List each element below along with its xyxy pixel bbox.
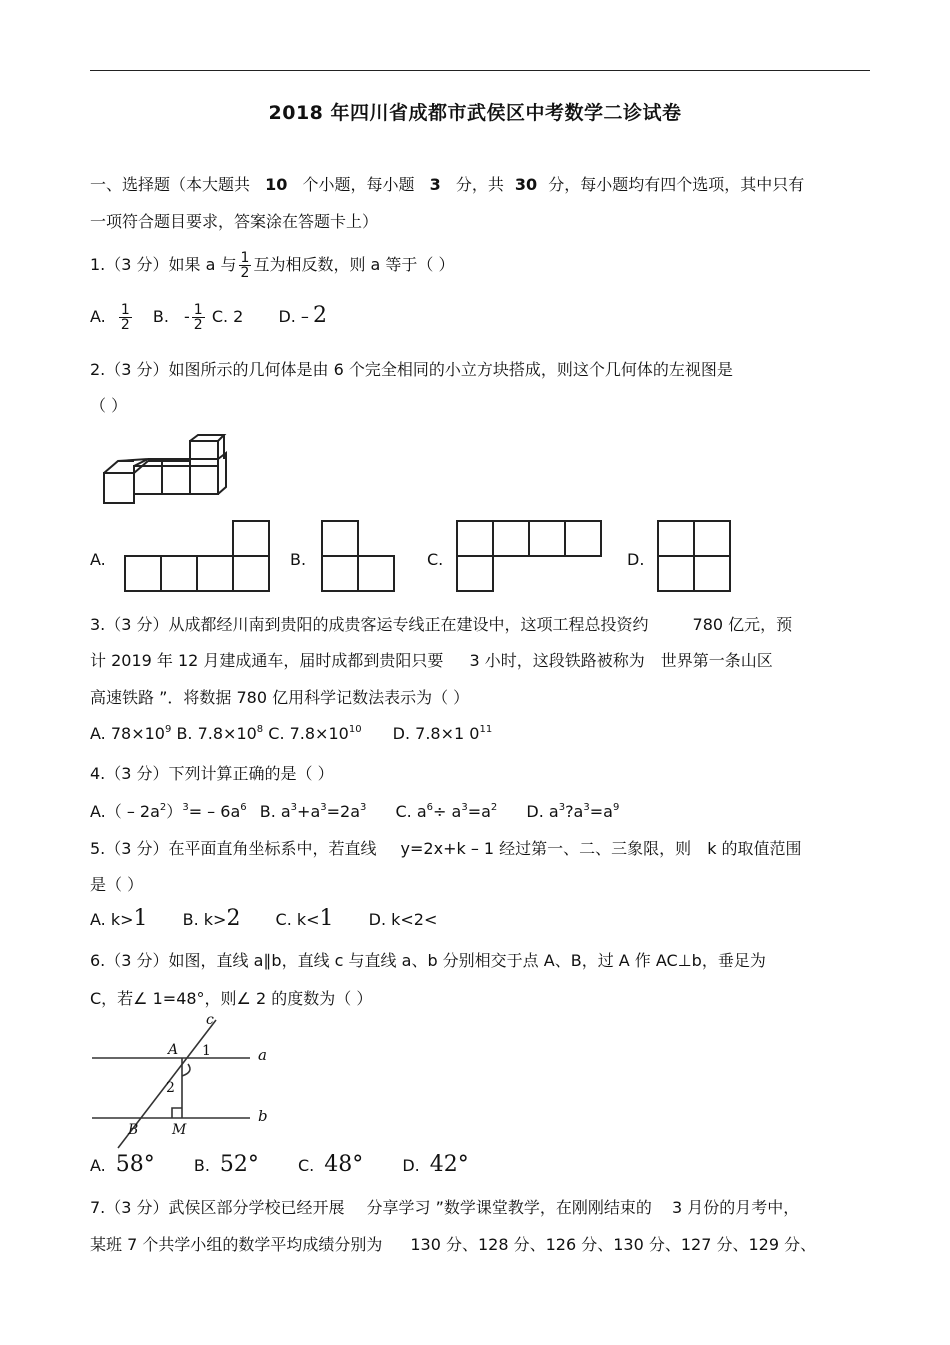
q6-fig-label-b: b (258, 1107, 268, 1125)
q2-stem-line2: （ ） (90, 396, 128, 415)
q1-a-den: 2 (120, 317, 130, 333)
q3-line1b: 780 亿元，预 (692, 615, 793, 634)
q5-option-c: C. k< (275, 910, 320, 929)
section-text-d: 分，每小题均有四个选项，其中只有 (548, 175, 805, 194)
q1-stem (90, 251, 455, 280)
q6-fig-label-1: 1 (202, 1043, 211, 1059)
q4-d-mid: ?a (565, 802, 584, 821)
q3-stem-line3: 高速铁路 ”．将数据 780 亿用科学记数法表示为（ ） (90, 688, 470, 707)
section-text-b: 个小题，每小题 (302, 175, 415, 194)
q4-option-a (90, 802, 247, 821)
q2-option-d-figure (656, 519, 734, 594)
q1-frac-num: 1 (240, 250, 250, 266)
q1-option-a-label: A. (90, 307, 106, 326)
q4-d-mid2: =a (589, 802, 613, 821)
q4-d-e2: 3 (583, 802, 590, 813)
q4-option-c (396, 802, 498, 821)
q2-solid-figure (100, 433, 230, 508)
q6-option-d-value: 42° (429, 1152, 469, 1177)
section-points-each: 3 (429, 175, 441, 194)
q7-line1c: 3 月份的月考中， (671, 1198, 800, 1217)
header-rule (90, 70, 870, 71)
q4-a-e1: 2 (159, 802, 167, 813)
q3-line2a: 计 2019 年 12 月建成通车，届时成都到贵阳只要 (90, 651, 444, 670)
q3-option-d-exp: 11 (479, 724, 493, 735)
q4-c-mid: ÷ a (433, 802, 462, 821)
q5-line1a: 5.（3 分）在平面直角坐标系中，若直线 (90, 839, 377, 858)
q7-stem-line2 (90, 1232, 816, 1255)
q5-option-b-value: 2 (226, 906, 241, 931)
q4-b-e1: 3 (290, 802, 298, 813)
q6-figure (90, 1012, 290, 1152)
q3-option-c: C. 7.8×10 (268, 724, 349, 743)
page-title: 2018 年四川省成都市武侯区中考数学二诊试卷 (268, 102, 682, 124)
q4-b-pre: B. a (259, 802, 291, 821)
q7-line2a: 某班 7 个共学小组的数学平均成绩分别为 (90, 1235, 383, 1254)
q1-options (90, 303, 327, 332)
q5-option-a-value: 1 (133, 906, 148, 931)
q2-option-b-label: B. (290, 550, 307, 569)
q6-option-a: A. (90, 1156, 106, 1175)
q1-option-a-fraction (119, 303, 132, 332)
q4-b-mid: +a (297, 802, 321, 821)
q4-a-mid2: = – 6a (188, 802, 241, 821)
q2-option-a-label: A. (90, 550, 106, 569)
q4-b-mid2: =2a (326, 802, 361, 821)
q4-c-e3: 2 (490, 802, 498, 813)
q3-option-c-exp: 10 (348, 724, 362, 735)
q5-option-d: D. k<2< (368, 910, 438, 929)
q1-b-num: 1 (193, 302, 203, 318)
q1-option-b-sign: - (184, 307, 190, 326)
section-header-line2: 一项符合题目要求，答案涂在答题卡上） (90, 212, 379, 231)
q4-c-pre: C. a (395, 802, 427, 821)
q2-option-b-figure (320, 519, 398, 594)
q2-stem-line1: 2.（3 分）如图所示的几何体是由 6 个完全相同的小立方块搭成，则这个几何体的左视图是 (90, 360, 733, 379)
q2-option-d-label: D. (627, 550, 645, 569)
q6-option-c: C. (298, 1156, 315, 1175)
q3-stem-line1 (90, 612, 792, 635)
q1-frac-den: 2 (240, 265, 250, 281)
q4-option-b (260, 802, 367, 821)
q7-line2b: 130 分、128 分、126 分、130 分、127 分、129 分、 (410, 1235, 817, 1254)
q3-line1a: 3.（3 分）从成都经川南到贵阳的成贵客运专线正在建设中，这项工程总投资约 (90, 615, 649, 634)
q3-line2c: 世界第一条山区 (660, 651, 773, 670)
q4-d-e3: 9 (612, 802, 620, 813)
q1-option-b-label: B. (152, 307, 169, 326)
q4-c-mid2: =a (467, 802, 491, 821)
q7-line1b: 分享学习 ”数学课堂教学，在刚刚结束的 (366, 1198, 652, 1217)
section-header-line1 (90, 172, 804, 195)
q4-stem: 4.（3 分）下列计算正确的是（ ） (90, 764, 334, 783)
q6-option-c-value: 48° (324, 1152, 364, 1177)
q1-option-d-label: D. – (278, 307, 309, 326)
q4-b-e2: 3 (320, 802, 327, 813)
q3-line2b: 3 小时，这段铁路被称为 (469, 651, 645, 670)
q7-stem-line1 (90, 1195, 799, 1218)
q6-option-b: B. (193, 1156, 210, 1175)
q5-option-b: B. k> (182, 910, 227, 929)
q6-fig-label-A: A (168, 1042, 179, 1058)
q1-option-b-fraction (192, 303, 205, 332)
q1-fraction (239, 251, 252, 280)
q6-option-a-value: 58° (115, 1152, 155, 1177)
q6-stem-line1: 6.（3 分）如图，直线 a∥b，直线 c 与直线 a、b 分别相交于点 A、B，过 A 作 AC⊥b，垂足为 (90, 951, 766, 970)
q5-option-a: A. k> (90, 910, 134, 929)
q2-option-a-figure (123, 519, 273, 594)
q6-fig-label-a: a (258, 1046, 267, 1064)
q5-options (90, 906, 437, 931)
q7-line1a: 7.（3 分）武侯区部分学校已经开展 (90, 1198, 345, 1217)
q1-stem-post: 互为相反数，则 a 等于（ ） (253, 255, 455, 274)
q3-stem-line2 (90, 648, 773, 671)
q6-stem-line2: C，若∠ 1=48°，则∠ 2 的度数为（ ） (90, 989, 373, 1008)
q4-a-e3: 6 (240, 802, 247, 813)
q5-line1c: k 的取值范围 (707, 839, 802, 858)
q3-options (90, 724, 492, 743)
q3-option-a-exp: 9 (164, 724, 172, 735)
q6-fig-label-2: 2 (166, 1080, 175, 1096)
q4-a-e2: 3 (182, 802, 189, 813)
section-total: 30 (514, 175, 538, 194)
q4-option-d (526, 802, 619, 821)
q6-fig-label-B: B (128, 1122, 139, 1138)
q1-option-c: C. 2 (211, 307, 244, 326)
q4-d-e1: 3 (558, 802, 566, 813)
q2-option-c-label: C. (427, 550, 444, 569)
q5-option-c-value: 1 (319, 906, 334, 931)
q4-a-pre: A.（ – 2a (90, 802, 160, 821)
q3-option-a: A. 78×10 (90, 724, 165, 743)
q5-stem-line2: 是（ ） (90, 875, 144, 894)
q1-stem-pre: 1.（3 分）如果 a 与 (90, 255, 237, 274)
q6-fig-label-M: M (172, 1122, 187, 1138)
q4-options (90, 799, 619, 822)
q1-a-num: 1 (120, 302, 130, 318)
q4-a-mid: ） (166, 802, 183, 821)
q3-option-b: B. 7.8×10 (176, 724, 257, 743)
q6-option-d: D. (402, 1156, 420, 1175)
q1-b-den: 2 (193, 317, 203, 333)
q6-fig-label-c: c (206, 1012, 214, 1028)
q3-option-b-exp: 8 (256, 724, 264, 735)
q5-stem-line1 (90, 836, 802, 859)
q4-d-pre: D. a (526, 802, 559, 821)
section-n-questions: 10 (265, 175, 288, 194)
q2-option-c-figure (455, 519, 605, 594)
q6-option-b-value: 52° (219, 1152, 259, 1177)
q1-option-d-value: 2 (312, 303, 327, 328)
q4-c-e2: 3 (461, 802, 468, 813)
q5-line1b: y=2x+k – 1 经过第一、二、三象限，则 (400, 839, 692, 858)
q4-b-e3: 3 (360, 802, 367, 813)
section-text-c: 分，共 (455, 175, 504, 194)
section-text-a: 一、选择题（本大题共 (90, 175, 251, 194)
q6-options (90, 1152, 469, 1177)
q3-option-d: D. 7.8×1 0 (392, 724, 480, 743)
q4-c-e1: 6 (426, 802, 434, 813)
